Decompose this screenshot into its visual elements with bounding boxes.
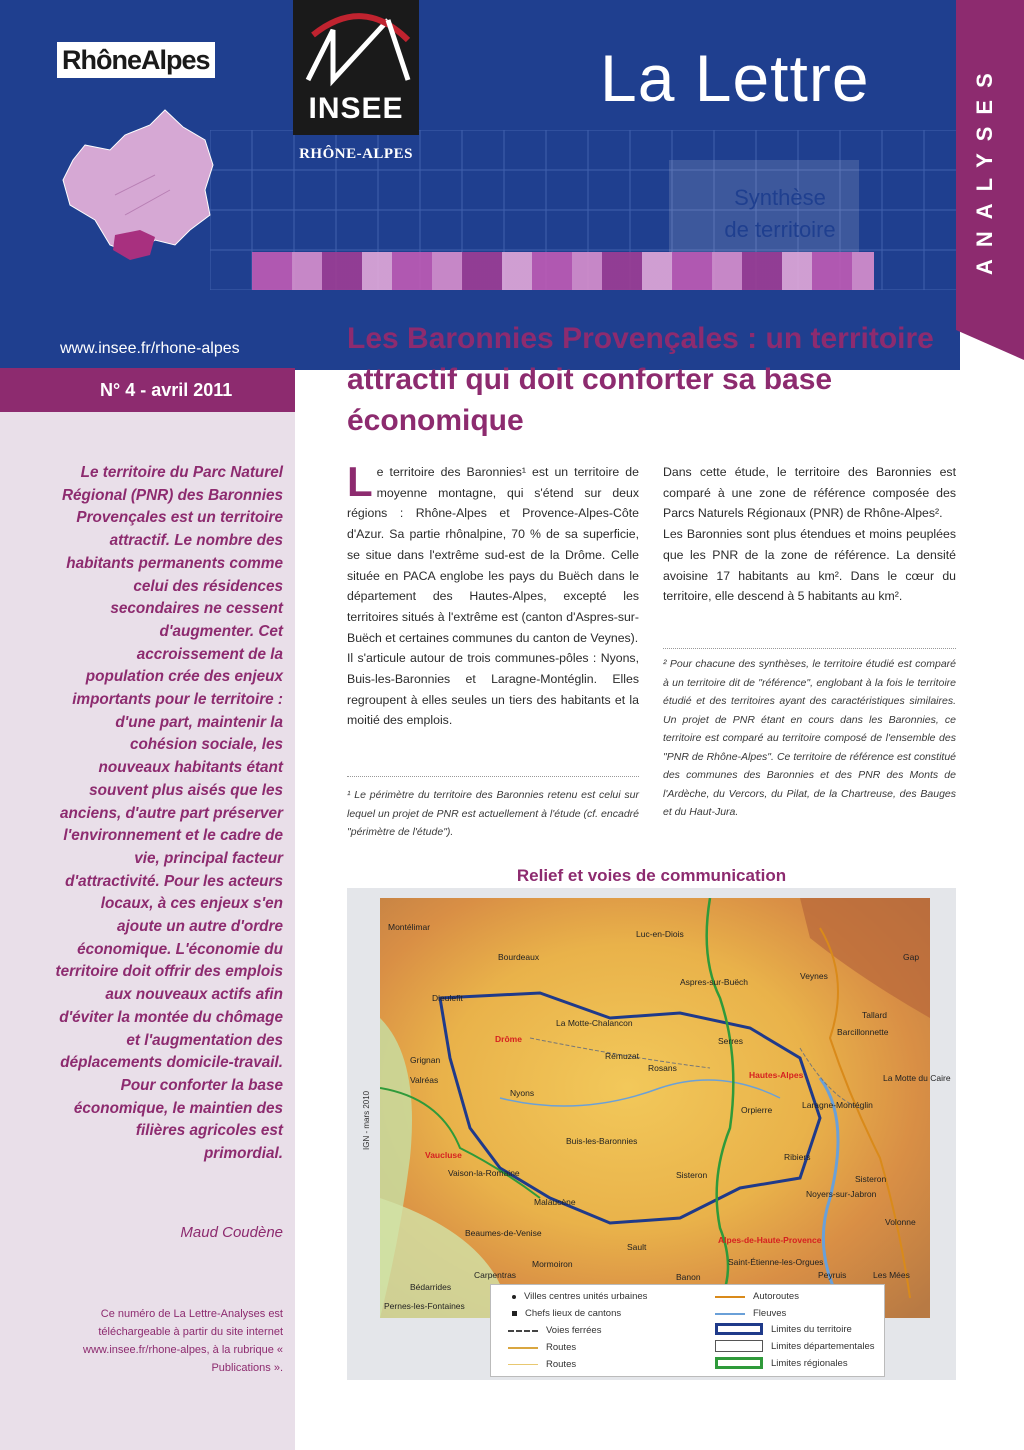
paragraph: Dans cette étude, le territoire des Baronnies est comparé à une zone de référence composée des Parcs Naturels Régionaux (PNR) de Rhône-Alpes².: [663, 465, 956, 521]
road-swatch-icon: [508, 1347, 538, 1349]
map-place-label: Pernes-les-Fontaines: [384, 1301, 465, 1311]
drop-cap: L: [347, 458, 373, 505]
map-place-label: Beaumes-de-Venise: [465, 1228, 542, 1238]
map-place-label: Malaucène: [534, 1197, 576, 1207]
legend-item: [512, 1308, 621, 1319]
map-place-label: Saint-Étienne-les-Orgues: [728, 1257, 824, 1267]
map-place-label: Aspres-sur-Buëch: [680, 977, 749, 987]
legend-label: Routes: [546, 1342, 577, 1353]
regional-boundary-swatch-icon: [715, 1357, 763, 1369]
map-source-note: IGN - mars 2010: [362, 1090, 371, 1150]
map-place-label: Banon: [676, 1272, 701, 1282]
legend-label: Chefs lieux de cantons: [525, 1308, 622, 1319]
map-place-label: Vaison-la-Romaine: [448, 1168, 520, 1178]
footnote-divider: [663, 648, 956, 649]
city-dot-icon: [512, 1295, 516, 1299]
footnote-divider: [347, 776, 639, 777]
issue-number: N° 4 - avril 2011: [100, 380, 233, 400]
analyses-vertical-label: ANALYSES: [972, 61, 997, 275]
legend-item: [512, 1291, 647, 1302]
river-swatch-icon: [715, 1313, 745, 1315]
legend-item: [715, 1340, 875, 1352]
legend-label: Fleuves: [753, 1308, 787, 1319]
legend-item: [508, 1342, 576, 1353]
map-place-label: Grignan: [410, 1055, 441, 1065]
map-department-label: Alpes-de-Haute-Provence: [718, 1235, 822, 1245]
download-note: Ce numéro de La Lettre-Analyses est téléchargeable à partir du site internet www.insee.fr/rhone-alpes, à la rubrique « Publications ».: [83, 1308, 283, 1374]
series-label-line2: de territoire: [724, 217, 836, 242]
map-place-label: Les Mées: [873, 1270, 910, 1280]
legend-label: Villes centres unités urbaines: [524, 1291, 648, 1302]
legend-item: [715, 1357, 848, 1369]
map-place-label: Barcillonnette: [837, 1027, 889, 1037]
series-label-line1: Synthèse: [734, 185, 826, 210]
legend-label: Limites du territoire: [771, 1323, 852, 1335]
map-place-label: La Motte du Caire: [883, 1073, 951, 1083]
decorative-color-strip: [252, 252, 874, 290]
map-place-label: Veynes: [800, 971, 828, 981]
legend-item: [715, 1323, 852, 1335]
map-department-label: Drôme: [495, 1034, 522, 1044]
map-place-label: Carpentras: [474, 1270, 517, 1280]
insee-logo-mark-icon: [293, 0, 419, 90]
map-place-label: Rémuzat: [605, 1051, 640, 1061]
legend-label: Voies ferrées: [546, 1325, 602, 1336]
footnote-2: ² Pour chacune des synthèses, le territoire étudié est comparé à un territoire dit de "référence", englobant à la fois le territoire étudié et des territoires ayant des caractéristiques similaires. Un projet de PNR étant en cours dans les Baronnies, ce territoire est comparé au territoire composé de l'ensemble des "PNR de Rhône-Alpes". Ce territoire de référence est constitué des communes des Baronnies et des PNR des Monts de l'Ardèche, du Vercors, du Pilat, de la Chartreuse, des Bauges et du Haut-Jura.: [663, 658, 956, 818]
insee-logo: [293, 0, 419, 135]
map-department-label: Vaucluse: [425, 1150, 462, 1160]
legend-item: [508, 1359, 576, 1370]
map-title: Relief et voies de communication: [516, 866, 787, 885]
legend-label: Limites régionales: [771, 1357, 848, 1369]
map-place-label: Tallard: [862, 1010, 888, 1020]
legend-label: Autoroutes: [753, 1291, 799, 1302]
map-place-label: Valréas: [410, 1075, 439, 1085]
insee-region-label: RHÔNE-ALPES: [299, 146, 413, 162]
legend-label: Routes: [546, 1359, 577, 1370]
map-place-label: Volonne: [885, 1217, 916, 1227]
insee-wordmark: INSEE: [308, 92, 404, 125]
paragraph: Les Baronnies sont plus étendues et moins peuplées que les PNR de la zone de référence. La densité avoisine 17 habitants au km². Dans le cœur du territoire, elle descend à 5 habitants au km².: [663, 527, 956, 604]
series-label: [700, 182, 860, 246]
map-place-label: La Motte-Chalancon: [556, 1018, 633, 1028]
region-location-map-icon: [55, 105, 215, 265]
minor-road-swatch-icon: [508, 1364, 538, 1365]
map-place-label: Montélimar: [388, 922, 431, 932]
publication-title: La Lettre: [600, 41, 870, 115]
map-place-label: Bourdeaux: [498, 952, 540, 962]
legend-item: [715, 1291, 799, 1302]
legend-label: Limites départementales: [771, 1340, 875, 1352]
map-place-label: Rosans: [648, 1063, 677, 1073]
author-name: Maud Coudène: [180, 1224, 283, 1241]
territory-boundary-swatch-icon: [715, 1323, 763, 1335]
map-place-label: Ribiers: [784, 1152, 811, 1162]
map-place-label: Dieulefit: [432, 993, 463, 1003]
website-link[interactable]: www.insee.fr/rhone-alpes: [60, 340, 240, 357]
map-department-label: Hautes-Alpes: [749, 1070, 804, 1080]
map-place-label: Sisteron: [676, 1170, 708, 1180]
map-place-label: Serres: [718, 1036, 744, 1046]
legend-item: [715, 1308, 786, 1319]
map-place-label: Nyons: [510, 1088, 535, 1098]
map-place-label: Bédarrides: [410, 1282, 452, 1292]
railway-swatch-icon: [508, 1330, 538, 1332]
motorway-swatch-icon: [715, 1296, 745, 1298]
map-place-label: Sault: [627, 1242, 647, 1252]
body-column-1: [347, 458, 639, 731]
region-logo: RhôneAlpes: [57, 42, 215, 78]
article-summary: Le territoire du Parc Naturel Régional (PNR) des Baronnies Provençales est un territoire attractif. Le nombre des habitants permanents comme celui des résidences secondaires ne cessent d'augmenter. Cet accroissement de la population crée des enjeux importants pour le territoire : d'une part, maintenir la cohésion sociale, les nouveaux habitants étant souvent plus aisés que les anciens, d'autre part préserver l'environnement et le cadre de vie, principal facteur d'attractivité. Pour les acteurs locaux, à ces enjeux s'en ajoute un autre d'ordre économique. L'économie du territoire doit offrir des emplois aux nouveaux actifs afin d'éviter la montée du chômage et l'augmentation des déplacements domicile-travail. Pour conforter la base économique, le maintien des filières agricoles est primordial.: [55, 464, 283, 1163]
map-place-label: Laragne-Montéglin: [802, 1100, 873, 1110]
map-place-label: Buis-les-Baronnies: [566, 1136, 638, 1146]
map-place-label: Peyruis: [818, 1270, 847, 1280]
paragraph: Il s'articule autour de trois communes-pôles : Nyons, Buis-les-Baronnies et Laragne-Montéglin. Elles regroupent à elles seules un tiers des habitants et la moitié des emplois.: [347, 651, 639, 728]
map-place-label: Noyers-sur-Jabron: [806, 1189, 877, 1199]
map-place-label: Mormoiron: [532, 1259, 573, 1269]
map-place-label: Orpierre: [741, 1105, 773, 1115]
department-boundary-swatch-icon: [715, 1340, 763, 1352]
legend-item: [508, 1325, 601, 1336]
map-place-label: Luc-en-Diois: [636, 929, 684, 939]
canton-marker-icon: [512, 1311, 517, 1316]
article-title: Les Baronnies Provençales : un territoire attractif qui doit conforter sa base économique: [347, 322, 934, 437]
paragraph: [347, 458, 639, 648]
body-column-2: [663, 462, 956, 607]
map-place-label: Sisteron: [855, 1174, 887, 1184]
map-place-label: Gap: [903, 952, 920, 962]
footnote-1: ¹ Le périmètre du territoire des Baronnies retenu est celui sur lequel un projet de PNR est actuellement à l'étude (cf. encadré "périmètre de l'étude").: [347, 789, 639, 838]
paragraph-text: e territoire des Baronnies¹ est un territoire de moyenne montagne, qui s'étend sur deux régions : Rhône-Alpes et Provence-Alpes-Côte d'Azur. Sa partie rhônalpine, 70 % de sa superficie, se situe dans l'extrême sud-est de la Drôme. Celle située en PACA englobe les pays du Buëch dans le département des Hautes-Alpes, excepté les territoires situés à l'extrême est (canton d'Aspres-sur-Buëch et certaines communes du canton de Veynes).: [347, 465, 639, 645]
